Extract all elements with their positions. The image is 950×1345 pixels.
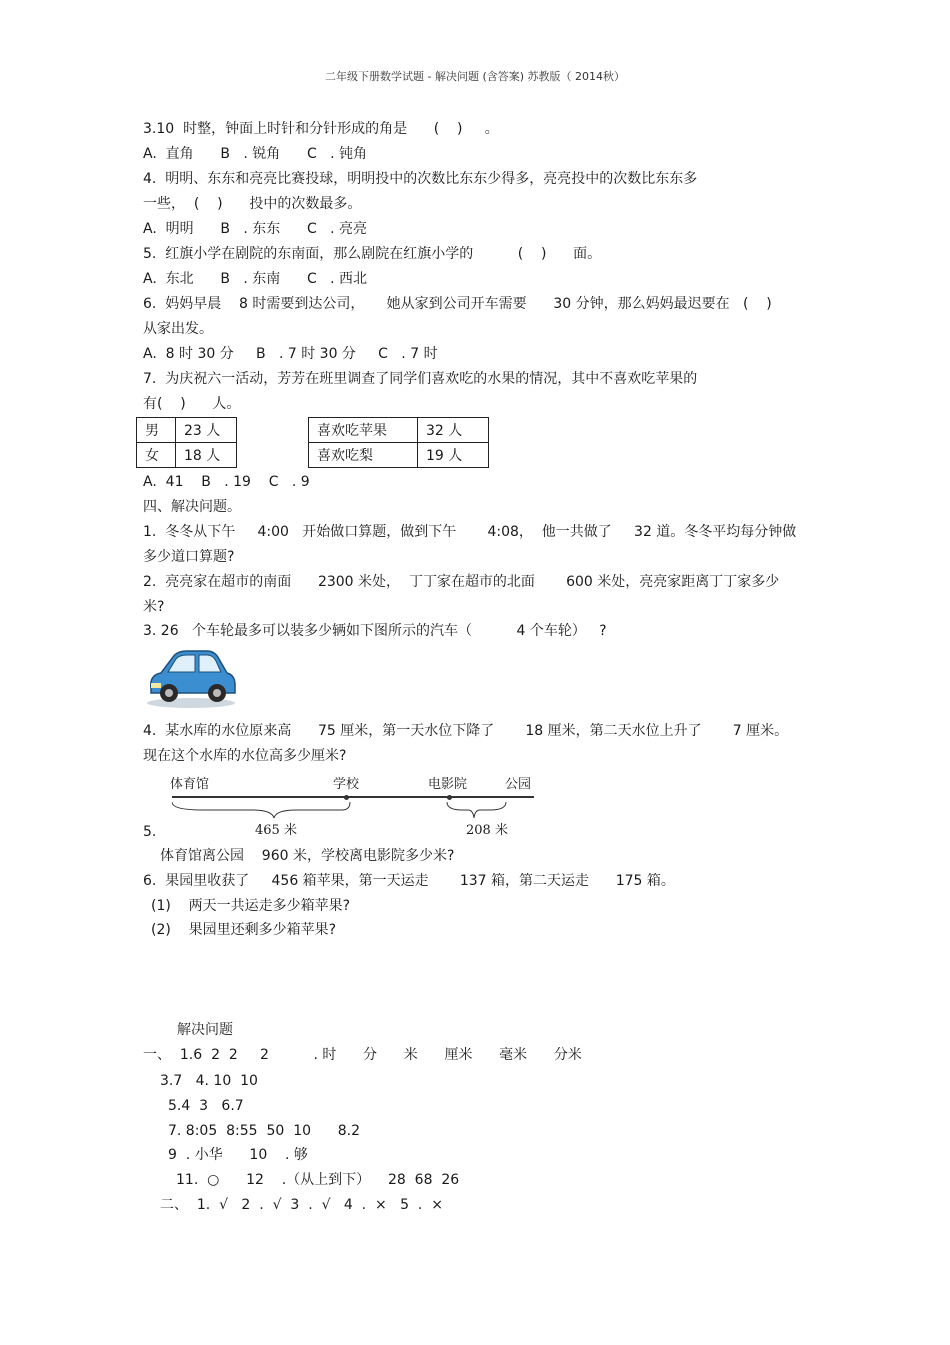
q7-stem-1: 7. 为庆祝六一活动，芳芳在班里调查了同学们喜欢吃的水果的情况，其中不喜欢吃苹果的 (143, 371, 698, 387)
table-row (137, 418, 237, 443)
p5-number: 5. (143, 824, 157, 840)
table-row (137, 443, 237, 468)
table-cell: 19 人 (418, 443, 489, 468)
p6-sub-2: (2) 果园里还剩多少箱苹果? (151, 922, 337, 938)
table-cell: 男 (137, 418, 176, 443)
label-gym: 体育馆 (170, 777, 210, 792)
q6-stem-1: 6. 妈妈早晨 8 时需要到达公司， 她从家到公司开车需要 30 分钟，那么妈妈最迟要在 ( ) (143, 296, 772, 312)
p5-stem: 体育馆离公园 960 米，学校离电影院多少米? (160, 848, 455, 864)
label-school: 学校 (333, 777, 360, 792)
car-icon (143, 645, 239, 709)
p6-sub-1: (1) 两天一共运走多少箱苹果? (151, 898, 351, 914)
p3-stem: 3. 26 个车轮最多可以装多少辆如下图所示的汽车（ 4 个车轮） ? (143, 623, 607, 639)
q3-options: A. 直角 B . 锐角 C . 钝角 (143, 146, 367, 162)
gender-table (136, 417, 237, 468)
answers-line-5: 9 . 小华 10 . 够 (168, 1147, 308, 1163)
answers-line-6: 11. ○ 12 .（从上到下） 28 68 26 (176, 1172, 460, 1188)
p1-stem-1: 1. 冬冬从下午 4:00 开始做口算题，做到下午 4:08， 他一共做了 32 道。冬冬平均每分钟做 (143, 524, 797, 540)
table-cell: 23 人 (176, 418, 237, 443)
q4-options: A. 明明 B . 东东 C . 亮亮 (143, 221, 367, 237)
q4-stem-1: 4. 明明、东东和亮亮比赛投球，明明投中的次数比东东少得多，亮亮投中的次数比东东多 (143, 171, 698, 187)
distance-line (172, 796, 534, 798)
label-park: 公园 (505, 777, 532, 792)
table-cell: 女 (137, 443, 176, 468)
q3-stem: 3.10 时整，钟面上时针和分针形成的角是 ( ) 。 (143, 121, 499, 137)
section-4-title: 四、解决问题。 (143, 499, 241, 515)
answers-line-3: 5.4 3 6.7 (168, 1098, 244, 1114)
q5-options: A. 东北 B . 东南 C . 西北 (143, 271, 367, 287)
p6-stem: 6. 果园里收获了 456 箱苹果，第一天运走 137 箱，第二天运走 175 箱。 (143, 873, 675, 889)
answers-line-1: 一、 1.6 2 2 2 . 时 分 米 厘米 毫米 分米 (143, 1047, 582, 1063)
table-cell: 32 人 (418, 418, 489, 443)
table-row (309, 443, 489, 468)
p4-stem-1: 4. 某水库的水位原来高 75 厘米，第一天水位下降了 18 厘米，第二天水位上升了 7 厘米。 (143, 723, 789, 739)
table-cell: 18 人 (176, 443, 237, 468)
p2-stem-2: 米? (143, 599, 165, 615)
answers-line-7: 二、 1. √ 2 . √ 3 . √ 4 . × 5 . × (160, 1197, 443, 1213)
answers-title: 解决问题 (177, 1022, 233, 1038)
p2-stem-1: 2. 亮亮家在超市的南面 2300 米处， 丁丁家在超市的北面 600 米处，亮亮家距离丁丁家多少 (143, 574, 780, 590)
fruit-table (308, 417, 489, 468)
answers-line-2: 3.7 4. 10 10 (160, 1073, 258, 1089)
q7-stem-2: 有( ) 人。 (143, 396, 241, 412)
answers-line-4: 7. 8:05 8:55 50 10 8.2 (168, 1123, 360, 1139)
dist-208: 208 米 (466, 823, 508, 838)
table-row (309, 418, 489, 443)
label-cinema: 电影院 (428, 777, 468, 792)
q7-options: A. 41 B . 19 C . 9 (143, 474, 310, 490)
table-cell: 喜欢吃梨 (309, 443, 418, 468)
q6-stem-2: 从家出发。 (143, 321, 213, 337)
dist-465: 465 米 (255, 823, 297, 838)
p1-stem-2: 多少道口算题? (143, 549, 235, 565)
p4-stem-2: 现在这个水库的水位高多少厘米? (143, 748, 347, 764)
q4-stem-2: 一些， ( ) 投中的次数最多。 (143, 196, 362, 212)
page-header: 二年级下册数学试题 - 解决问题 (含答案) 苏教版（ 2014秋） (324, 70, 626, 83)
table-cell: 喜欢吃苹果 (309, 418, 418, 443)
q6-options: A. 8 时 30 分 B . 7 时 30 分 C . 7 时 (143, 346, 438, 362)
q5-stem: 5. 红旗小学在剧院的东南面，那么剧院在红旗小学的 ( ) 面。 (143, 246, 602, 262)
